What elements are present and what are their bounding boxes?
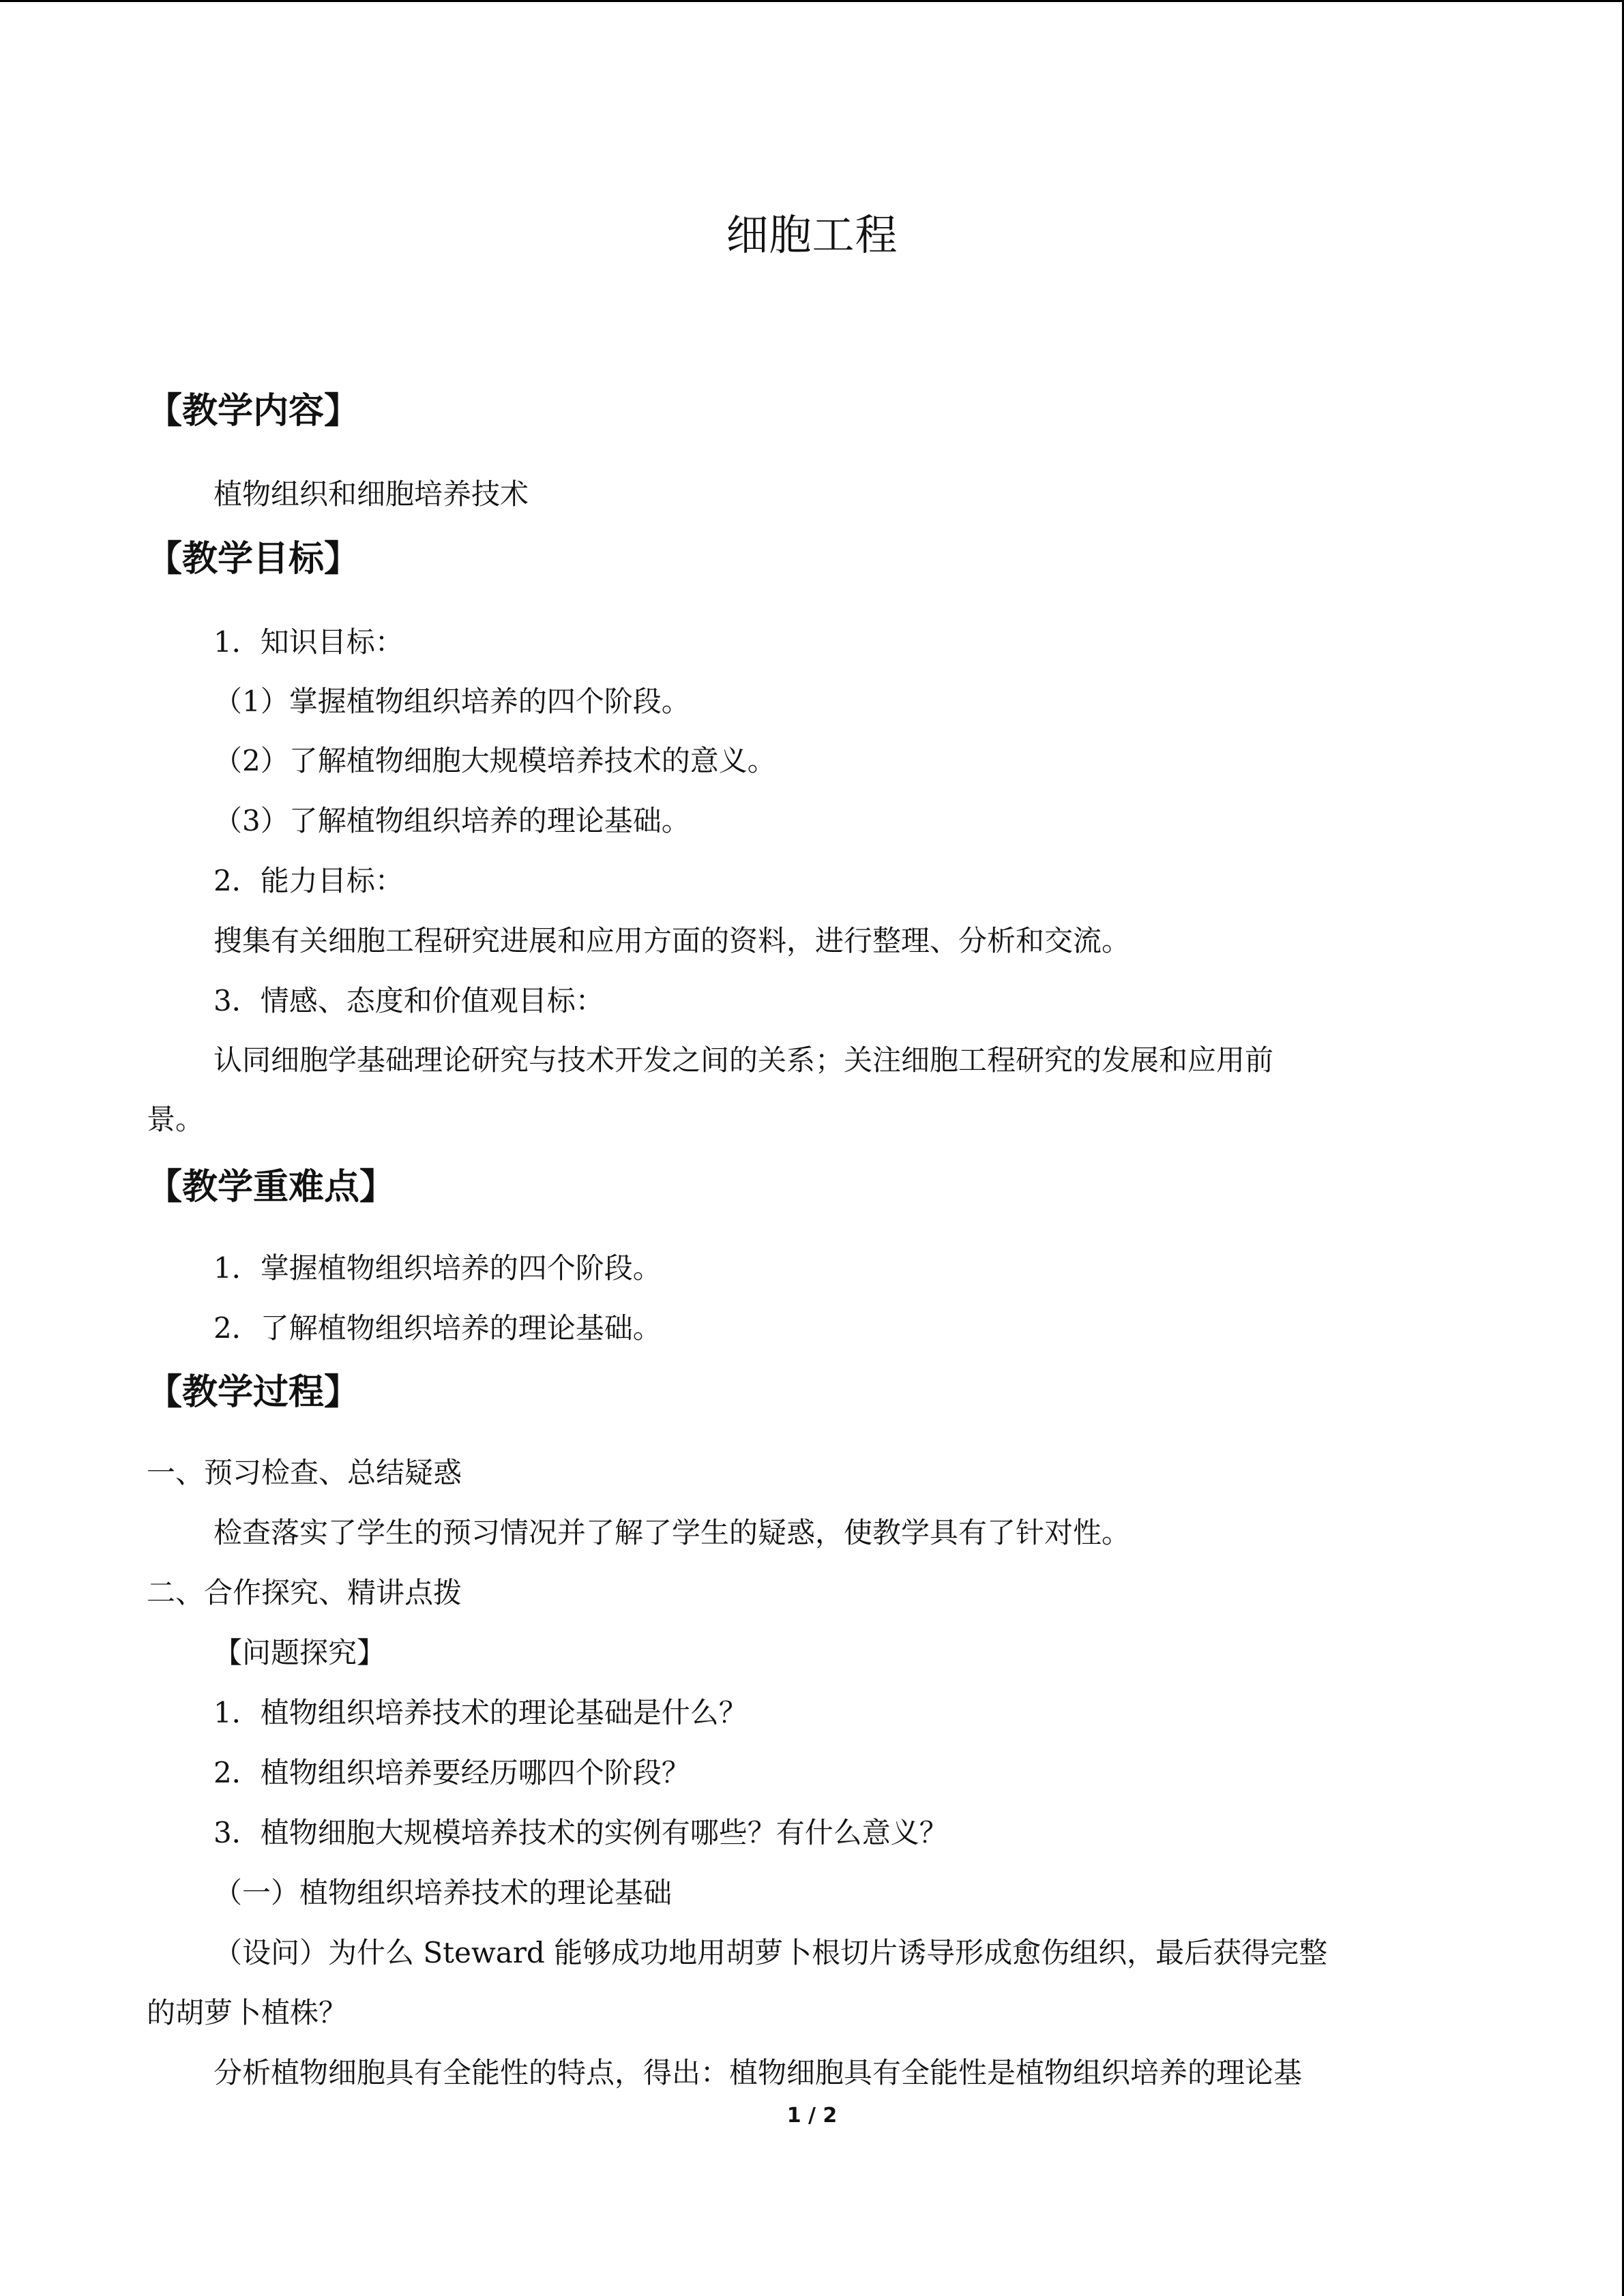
section-heading-content: 【教学内容】 [147, 391, 360, 432]
ability-text: 搜集有关细胞工程研究进展和应用方面的资料，进行整理、分析和交流。 [213, 924, 1131, 957]
inquiry-question: 1．植物组织培养技术的理论基础是什么？ [213, 1696, 748, 1729]
section-heading-objectives: 【教学目标】 [147, 539, 360, 580]
analysis-text: 分析植物细胞具有全能性的特点，得出：植物细胞具有全能性是植物组织培养的理论基 [213, 2056, 1303, 2089]
emotion-text-continued: 景。 [147, 1103, 205, 1136]
process-part1-text: 检查落实了学生的预习情况并了解了学生的疑惑，使教学具有了针对性。 [213, 1516, 1131, 1549]
emotion-text: 认同细胞学基础理论研究与技术开发之间的关系；关注细胞工程研究的发展和应用前 [213, 1043, 1274, 1077]
question-text: （设问）为什么 Steward 能够成功地用胡萝卜根切片诱导形成愈伤组织，最后获得完整 [213, 1936, 1328, 1969]
key-point-item: 2．了解植物组织培养的理论基础。 [213, 1311, 662, 1345]
knowledge-label: 1．知识目标： [213, 625, 404, 659]
ability-label: 2．能力目标： [213, 864, 404, 897]
section-heading-key-points: 【教学重难点】 [147, 1167, 396, 1208]
inquiry-label: 【问题探究】 [213, 1636, 386, 1669]
knowledge-item: （1）掌握植物组织培养的四个阶段。 [213, 685, 690, 718]
page-indicator: 1 / 2 [786, 2104, 838, 2128]
knowledge-item: （3）了解植物组织培养的理论基础。 [213, 804, 690, 837]
key-point-item: 1．掌握植物组织培养的四个阶段。 [213, 1251, 662, 1285]
process-part1-title: 一、预习检查、总结疑惑 [147, 1456, 462, 1489]
subsection-title: （一）植物组织培养技术的理论基础 [213, 1876, 673, 1909]
question-text-continued: 的胡萝卜植株？ [147, 1996, 348, 2029]
inquiry-question: 2．植物组织培养要经历哪四个阶段？ [213, 1756, 690, 1789]
section-heading-process: 【教学过程】 [147, 1372, 360, 1413]
emotion-label: 3．情感、态度和价值观目标： [213, 984, 604, 1017]
process-part2-title: 二、合作探究、精讲点拨 [147, 1576, 462, 1609]
page-border-top [0, 0, 1624, 2]
knowledge-item: （2）了解植物细胞大规模培养技术的意义。 [213, 744, 776, 777]
content-text: 植物组织和细胞培养技术 [213, 477, 529, 511]
document-title: 细胞工程 [726, 210, 898, 260]
inquiry-question: 3．植物细胞大规模培养技术的实例有哪些？有什么意义？ [213, 1816, 948, 1849]
